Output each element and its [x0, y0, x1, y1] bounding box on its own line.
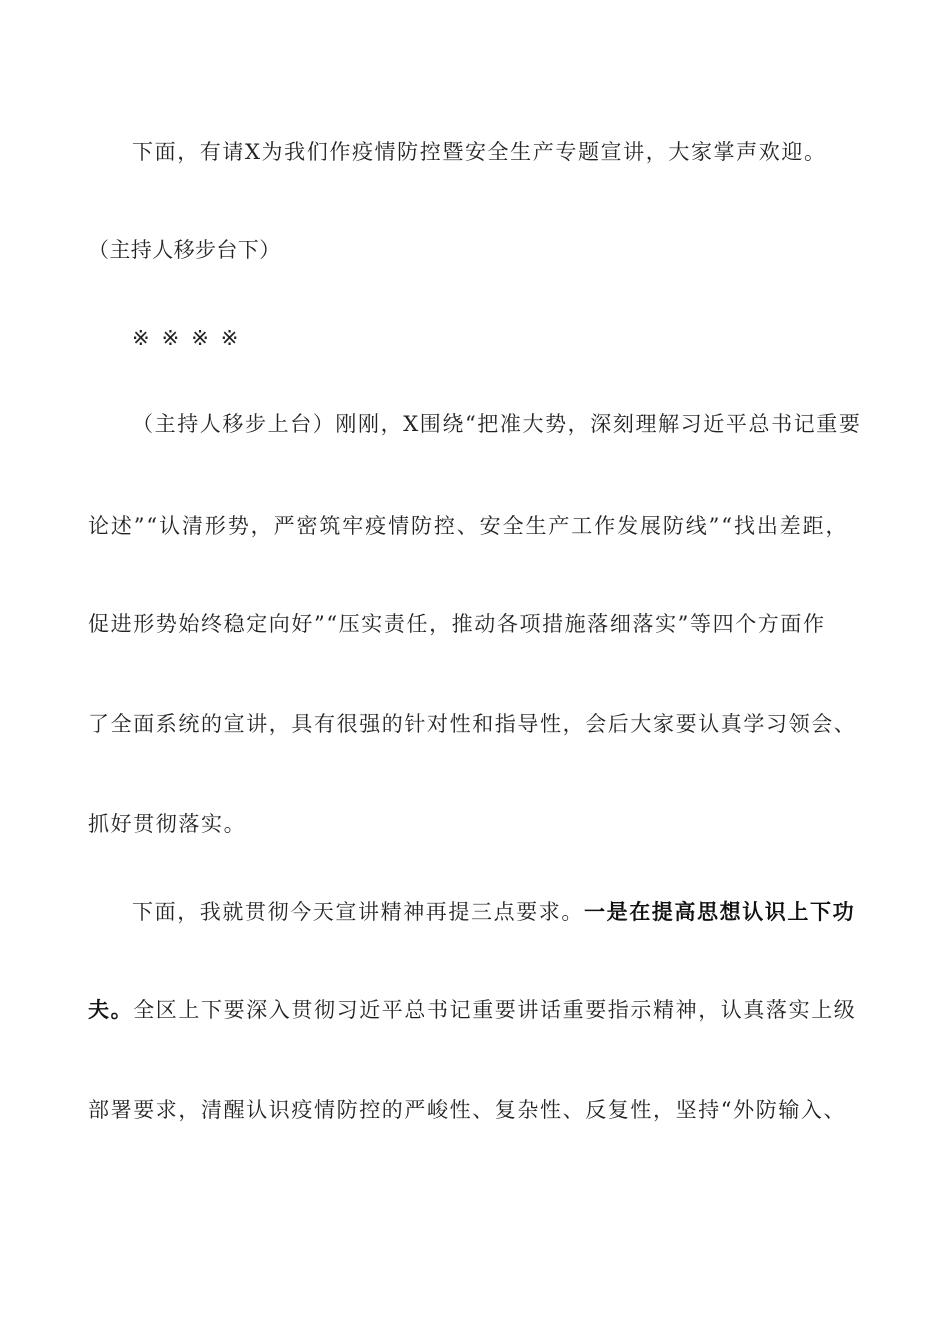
- paragraph-line-6: 促进形势始终稳定向好”“压实责任，推动各项措施落细落实”等四个方面作: [88, 612, 826, 636]
- requirement-heading-1: 一是在提高思想认识上下功: [584, 899, 856, 924]
- paragraph-line-9: [132, 896, 932, 928]
- paragraph-line-5: 论述”“认清形势，严密筑牢疫情防控、安全生产工作发展防线”“找出差距，: [88, 514, 849, 538]
- stage-direction: （主持人移步台下）: [88, 238, 281, 262]
- paragraph-line-10-text: 全区上下要深入贯彻习近平总书记重要讲话重要指示精神，认真落实上级: [133, 998, 857, 1022]
- paragraph-line-8: 抓好贯彻落实。: [88, 812, 247, 836]
- paragraph-line-7: 了全面系统的宣讲，具有很强的针对性和指导性，会后大家要认真学习领会、: [88, 712, 857, 736]
- paragraph-line-11: 部署要求，清醒认识疫情防控的严峻性、复杂性、反复性，坚持“外防输入、: [88, 1098, 847, 1122]
- paragraph-line-1: 下面，有请X为我们作疫情防控暨安全生产专题宣讲，大家掌声欢迎。: [132, 140, 827, 164]
- requirement-heading-1-end: 夫。: [88, 997, 134, 1022]
- paragraph-line-4: （主持人移步上台）刚刚，X围绕“把准大势，深刻理解习近平总书记重要: [132, 412, 862, 436]
- paragraph-line-9-text: 下面，我就贯彻今天宣讲精神再提三点要求。: [132, 900, 584, 924]
- section-divider-marks: ※※※※: [132, 326, 251, 350]
- paragraph-line-10: [88, 994, 888, 1026]
